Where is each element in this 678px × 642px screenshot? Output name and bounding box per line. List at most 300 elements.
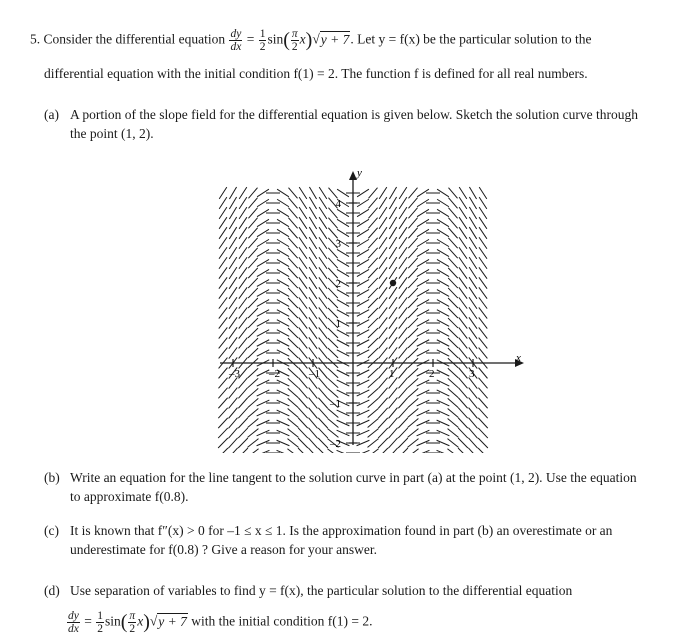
slope-segment	[248, 198, 257, 209]
slope-segment	[299, 317, 308, 328]
slope-segment	[298, 408, 307, 418]
slope-segment	[239, 307, 247, 318]
slope-segment	[368, 188, 377, 199]
slope-segment	[398, 388, 407, 399]
slope-segment	[319, 267, 327, 278]
slope-segment	[318, 398, 327, 408]
slope-segment	[379, 277, 387, 288]
slope-segment	[229, 408, 238, 419]
slope-segment	[399, 287, 407, 298]
slope-segment	[448, 258, 457, 268]
slope-segment	[238, 428, 248, 438]
slope-segment	[299, 267, 307, 278]
slope-segment	[368, 218, 377, 229]
slope-segment	[389, 217, 396, 229]
pi-over-two-fraction: $\frac{\pi}{2}$	[129, 610, 136, 635]
slope-segment	[479, 338, 488, 349]
slope-segment	[389, 408, 398, 419]
slope-segment	[239, 217, 247, 229]
slope-segment	[389, 207, 396, 219]
slope-segment	[378, 438, 388, 448]
slope-segment	[318, 428, 328, 438]
slope-segment	[368, 258, 377, 268]
part-c-line2: underestimate for f(0.8) ? Give a reason for your answer.	[70, 542, 378, 557]
slope-segment	[219, 217, 227, 229]
slope-segment	[458, 398, 467, 408]
slope-segment	[248, 338, 258, 348]
slope-segment	[288, 238, 297, 248]
slope-segment	[408, 258, 417, 268]
slope-segment	[408, 338, 418, 348]
slope-segment	[389, 297, 397, 309]
slope-segment	[398, 408, 407, 418]
slope-segment	[469, 388, 478, 399]
slope-segment	[399, 207, 407, 219]
y-tick-label: 4	[335, 198, 341, 210]
slope-segment	[379, 348, 388, 359]
derivative-fraction: $\frac{dy}{dx}$	[230, 28, 242, 53]
y-axis-arrow	[349, 171, 357, 180]
slope-segment	[379, 267, 387, 278]
slope-segment	[458, 448, 468, 453]
slope-segment	[469, 247, 477, 259]
slope-segment	[479, 267, 487, 278]
slope-segment	[389, 327, 397, 338]
slope-segment	[308, 418, 317, 429]
slope-segment	[469, 327, 477, 338]
slope-segment	[309, 207, 316, 219]
slope-segment	[368, 348, 378, 358]
slope-segment	[379, 287, 387, 298]
slope-segment	[379, 247, 387, 259]
slope-segment	[469, 237, 476, 249]
slope-segment	[298, 448, 308, 453]
slope-segment	[229, 398, 238, 409]
slope-segment	[299, 247, 307, 259]
slope-segment	[299, 348, 308, 359]
slope-segment	[238, 388, 247, 399]
slope-segment	[389, 227, 396, 239]
slope-segment	[319, 187, 327, 199]
slope-segment	[239, 327, 248, 338]
slope-segment	[389, 347, 397, 358]
slope-segment	[219, 247, 227, 259]
slope-segment	[458, 388, 467, 399]
slope-segment	[478, 388, 487, 399]
slope-segment	[328, 388, 338, 397]
slope-segment	[298, 428, 308, 438]
slope-segment	[248, 318, 258, 328]
slope-segment	[239, 267, 247, 278]
slope-segment	[408, 368, 418, 377]
slope-segment	[398, 398, 407, 408]
slope-segment	[399, 247, 407, 259]
slope-segment	[299, 297, 307, 308]
slope-segment	[368, 238, 377, 248]
slope-segment	[238, 418, 247, 428]
slope-segment	[229, 227, 236, 239]
slope-segment	[459, 317, 468, 328]
slope-segment	[219, 267, 227, 278]
slope-segment	[389, 187, 396, 199]
slope-segment	[368, 298, 378, 308]
slope-segment	[239, 197, 247, 209]
part-b-line2: to approximate f(0.8).	[70, 489, 189, 504]
slope-segment	[288, 378, 298, 387]
slope-segment	[319, 247, 327, 259]
y-tick-label: 3	[335, 238, 341, 250]
slope-segment	[478, 438, 488, 448]
part-a-line1: A portion of the slope field for the differential equation is given below. Sketch the solution curve through	[70, 107, 638, 122]
slope-segment	[219, 327, 228, 338]
problem-number: 5.	[30, 31, 41, 47]
slope-segment	[319, 348, 328, 359]
slope-segment	[389, 287, 397, 299]
slope-segment	[459, 187, 467, 199]
slope-segment	[328, 218, 337, 229]
slope-segment	[368, 228, 377, 238]
slope-segment	[309, 277, 317, 289]
slope-segment	[299, 187, 307, 199]
slope-segment	[448, 198, 457, 209]
slope-segment	[389, 337, 397, 348]
slope-segment	[388, 428, 397, 439]
slope-segment	[319, 307, 327, 318]
slope-segment	[309, 408, 318, 419]
slope-segment	[309, 247, 317, 259]
slope-segment	[299, 207, 307, 219]
slope-segment	[469, 297, 477, 309]
slope-segment	[308, 448, 317, 453]
slope-segment	[459, 237, 467, 249]
sqrt-content: y + 7	[320, 31, 350, 47]
slope-segment	[288, 308, 298, 318]
slope-segment	[408, 308, 418, 318]
slope-segment	[399, 317, 408, 328]
slope-segment	[368, 378, 378, 387]
slope-segment	[468, 428, 477, 439]
slope-segment	[448, 208, 457, 219]
slope-segment	[309, 398, 318, 409]
slope-segment	[239, 257, 247, 268]
slope-segment	[389, 307, 397, 318]
slope-segment	[309, 337, 317, 348]
slope-segment	[379, 257, 387, 268]
slope-segment	[389, 267, 397, 279]
y-tick-label: –1	[330, 398, 341, 410]
slope-segment	[298, 438, 308, 448]
slope-segment	[309, 287, 317, 299]
part-b-line1: Write an equation for the line tangent to the solution curve in part (a) at the point (1, 2). Use the equation	[70, 470, 637, 485]
part-d-line1: Use separation of variables to find y = f(x), the particular solution to the differential equation	[70, 583, 573, 598]
slope-segment	[399, 187, 407, 199]
slope-segment	[408, 408, 419, 417]
slope-segment	[388, 418, 397, 429]
slope-segment	[478, 408, 487, 418]
slope-segment	[398, 378, 407, 389]
slope-segment	[448, 408, 459, 417]
slope-segment	[287, 449, 298, 453]
slope-segment	[248, 398, 259, 407]
slope-segment	[469, 337, 477, 348]
slope-segment	[248, 218, 257, 229]
slope-segment	[319, 317, 328, 328]
slope-segment	[448, 238, 457, 248]
slope-segment	[248, 238, 257, 248]
slope-segment	[378, 448, 388, 453]
slope-segment	[448, 338, 458, 348]
problem-statement-line1: 5. Consider the differential equation $\frac{dy}{dx}$ = $\frac{1}{2}$ sin( $\frac{\pi}{2}$ x)√y + 7. Let y = f(x) be the particular solution to the	[30, 28, 592, 53]
slope-segment	[479, 237, 487, 249]
slope-segment	[469, 267, 477, 279]
slope-segment	[368, 288, 378, 298]
slope-segment	[309, 327, 317, 338]
slope-segment	[448, 288, 458, 298]
slope-segment	[378, 408, 387, 418]
slope-segment	[408, 398, 419, 407]
half-fraction: $\frac{1}{2}$	[259, 28, 266, 53]
slope-segment	[408, 378, 418, 387]
slope-segment	[469, 197, 476, 209]
slope-segment	[238, 438, 248, 448]
slope-segment	[328, 188, 337, 199]
slope-segment	[479, 277, 487, 288]
initial-point-marker	[390, 280, 396, 286]
slope-segment	[399, 327, 408, 338]
slope-segment	[398, 448, 408, 453]
slope-segment	[229, 237, 236, 249]
slope-segment	[388, 448, 397, 453]
slope-segment	[239, 348, 248, 359]
slope-segment	[248, 278, 258, 288]
slope-segment	[318, 448, 328, 453]
slope-segment	[288, 298, 298, 308]
x-tick-label: –2	[269, 368, 280, 380]
sqrt-sign: √	[312, 31, 320, 47]
slope-segment	[328, 258, 337, 268]
problem-intro: Consider the differential equation	[43, 31, 226, 47]
slope-segment	[299, 257, 307, 268]
slope-segment	[219, 297, 227, 308]
slope-segment	[239, 297, 247, 308]
slope-segment	[368, 308, 378, 318]
slope-segment	[328, 378, 338, 387]
slope-segment	[288, 368, 298, 377]
slope-segment	[368, 338, 378, 348]
part-d-label: (d)	[44, 583, 60, 598]
slope-segment	[379, 197, 387, 209]
slope-segment	[319, 227, 327, 239]
slope-segment	[218, 408, 227, 418]
slope-segment	[288, 198, 297, 209]
slope-segment	[368, 278, 378, 288]
slope-segment	[239, 187, 247, 199]
slope-segment	[459, 307, 467, 318]
slope-segment	[459, 338, 468, 349]
slope-segment	[458, 428, 468, 438]
slope-segment	[389, 398, 398, 409]
slope-segment	[309, 347, 317, 358]
slope-segment	[389, 237, 396, 249]
slope-segment	[228, 448, 237, 453]
slope-segment	[298, 398, 307, 408]
slope-segment	[219, 197, 227, 209]
slope-segment	[478, 428, 488, 438]
slope-segment	[309, 197, 316, 209]
slope-segment	[408, 208, 417, 219]
slope-segment	[469, 227, 476, 239]
slope-segment	[479, 317, 488, 328]
slope-segment	[368, 248, 377, 258]
slope-segment	[459, 247, 467, 259]
slope-segment	[288, 398, 299, 407]
slope-segment	[389, 197, 396, 209]
slope-segment	[219, 348, 228, 359]
slope-segment	[229, 347, 237, 358]
slope-segment	[398, 428, 408, 438]
slope-segment	[389, 388, 398, 399]
slope-segment	[218, 418, 227, 428]
slope-segment	[408, 348, 418, 358]
slope-segment	[368, 408, 379, 417]
slope-segment	[238, 408, 247, 418]
slope-segment	[398, 438, 408, 448]
slope-segment	[448, 398, 459, 407]
slope-segment	[319, 338, 328, 349]
slope-segment	[238, 448, 248, 453]
slope-segment	[288, 338, 298, 348]
slope-segment	[479, 368, 488, 379]
slope-segment	[368, 398, 379, 407]
slope-segment	[319, 217, 327, 229]
slope-segment	[399, 338, 408, 349]
slope-segment	[309, 217, 316, 229]
slope-segment	[219, 307, 227, 318]
slope-segment	[248, 258, 257, 268]
slope-segment	[219, 338, 228, 349]
slope-segment	[407, 449, 418, 453]
y-tick-label: 2	[335, 278, 341, 290]
slope-segment	[219, 227, 227, 239]
slope-segment	[309, 307, 317, 318]
y-axis-label: y	[357, 167, 362, 179]
slope-segment	[448, 218, 457, 229]
slope-segment	[469, 317, 477, 328]
slope-segment	[239, 237, 247, 249]
slope-segment	[218, 388, 227, 399]
slope-segment	[318, 408, 327, 418]
slope-segment	[248, 268, 258, 278]
slope-segment	[239, 287, 247, 298]
slope-segment	[228, 438, 237, 448]
slope-segment	[469, 187, 476, 199]
slope-segment	[399, 217, 407, 229]
slope-segment	[368, 388, 378, 397]
slope-segment	[328, 338, 338, 348]
slope-segment	[448, 248, 457, 258]
slope-segment	[328, 368, 338, 377]
slope-segment	[469, 307, 477, 318]
slope-segment	[458, 418, 467, 428]
slope-segment	[299, 287, 307, 298]
slope-segment	[248, 388, 258, 397]
slope-segment	[389, 257, 397, 269]
slope-segment	[229, 317, 237, 328]
slope-segment	[229, 257, 237, 269]
slope-segment	[319, 287, 327, 298]
slope-segment	[288, 188, 297, 199]
slope-segment	[299, 307, 307, 318]
slope-segment	[288, 228, 297, 238]
slope-segment	[378, 398, 387, 408]
slope-segment	[328, 348, 338, 358]
slope-segment	[298, 388, 307, 399]
slope-segment	[479, 207, 487, 219]
slope-segment	[299, 227, 307, 239]
slope-segment	[448, 268, 458, 278]
slope-segment	[408, 328, 418, 338]
slope-segment	[319, 197, 327, 209]
slope-segment	[399, 277, 407, 288]
slope-segment	[379, 327, 388, 338]
slope-segment	[389, 317, 397, 328]
slope-segment	[248, 308, 258, 318]
slope-segment	[218, 398, 227, 408]
slope-segment	[368, 368, 378, 377]
slope-segment	[308, 438, 317, 448]
slope-segment	[448, 308, 458, 318]
slope-segment	[288, 218, 297, 229]
part-c-label: (c)	[44, 523, 59, 538]
slope-segment	[248, 188, 257, 199]
slope-segment	[478, 398, 487, 408]
x-tick-label: –1	[309, 368, 320, 380]
slope-segment	[299, 338, 308, 349]
slope-segment	[459, 197, 467, 209]
x-tick-label: –3	[229, 368, 240, 380]
slope-segment	[288, 318, 298, 328]
slope-segment	[448, 388, 458, 397]
slope-segment	[247, 449, 258, 453]
slope-segment	[229, 327, 237, 338]
slope-segment	[299, 368, 308, 379]
slope-segment	[318, 418, 327, 428]
slope-segment	[368, 328, 378, 338]
slope-segment	[288, 408, 299, 417]
slope-segment	[309, 297, 317, 309]
slope-segment	[299, 237, 307, 249]
slope-segment	[408, 228, 417, 238]
slope-segment	[479, 197, 487, 209]
slope-segment	[309, 227, 316, 239]
slope-segment	[379, 368, 388, 379]
slope-segment	[219, 207, 227, 219]
sin-function: sin	[267, 31, 284, 47]
slope-segment	[248, 298, 258, 308]
slope-segment	[469, 347, 477, 358]
slope-segment	[459, 267, 467, 278]
slope-segment	[469, 398, 478, 409]
slope-segment	[399, 307, 407, 318]
slope-segment	[459, 227, 467, 239]
slope-segment	[459, 217, 467, 229]
slope-segment	[218, 378, 227, 389]
slope-segment	[479, 257, 487, 268]
slope-segment	[248, 228, 257, 238]
slope-segment	[368, 318, 378, 328]
pi-over-two-fraction: $\frac{\pi}{2}$	[291, 28, 298, 53]
slope-segment	[328, 228, 337, 238]
